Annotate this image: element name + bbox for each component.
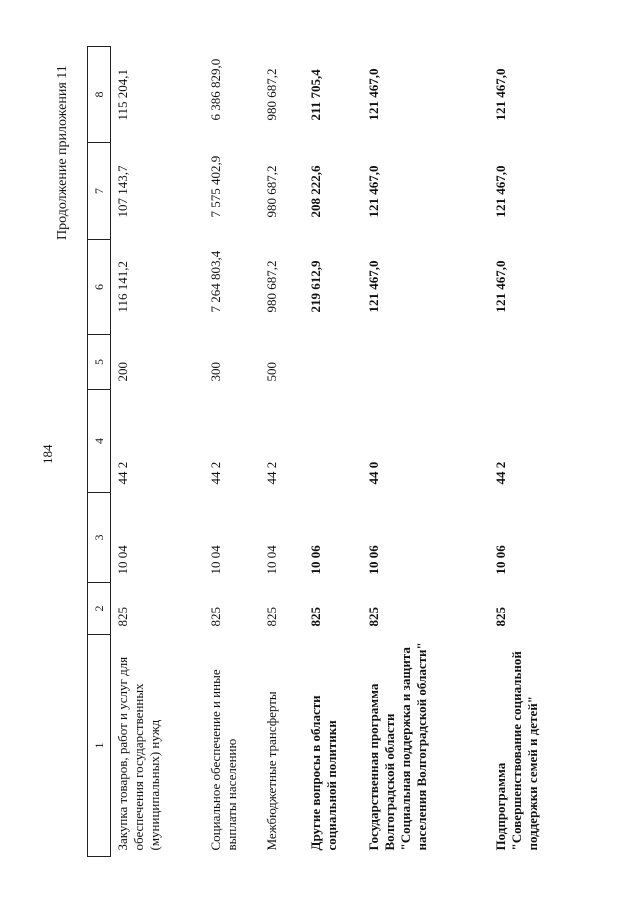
table-row xyxy=(304,47,362,857)
cell-col2: 825 xyxy=(207,607,223,627)
cell-col5: 200 xyxy=(115,362,130,382)
row-name: Подпрограмма "Совершенствование социальной поддержки семей и детей" xyxy=(492,651,540,851)
table-row xyxy=(260,47,304,857)
cell-col5 xyxy=(489,335,565,390)
cell-col6: 219 612,9 xyxy=(307,260,323,313)
cell-col5 xyxy=(362,335,489,390)
cell-col5 xyxy=(304,335,362,390)
col-header-8: 8 xyxy=(88,47,111,143)
cell-col3: 10 04 xyxy=(115,545,130,575)
cell-col4 xyxy=(304,390,362,493)
cell-col5: 500 xyxy=(263,362,279,382)
table-row xyxy=(362,47,489,857)
cell-col7: 107 143,7 xyxy=(115,165,130,218)
cell-col7: 121 467,0 xyxy=(365,165,381,218)
cell-col6: 116 141,2 xyxy=(115,260,130,313)
cell-col2: 825 xyxy=(307,607,323,627)
row-name: Закупка товаров, работ и услуг для обеспечения государственных (муниципальных) нужд xyxy=(115,656,162,851)
cell-col6: 980 687,2 xyxy=(263,260,279,313)
cell-col2: 825 xyxy=(492,607,508,627)
cell-col7: 121 467,0 xyxy=(492,165,508,218)
appendix-caption: Продолжение приложения 11 xyxy=(55,65,70,240)
cell-col3: 10 04 xyxy=(207,545,223,575)
cell-col8: 211 705,4 xyxy=(307,69,323,121)
header-row xyxy=(88,47,111,857)
page-number: 184 xyxy=(40,444,55,464)
cell-col3: 10 04 xyxy=(263,545,279,575)
cell-col8: 980 687,2 xyxy=(263,68,279,121)
col-header-7: 7 xyxy=(88,143,111,240)
cell-col5: 300 xyxy=(207,362,223,382)
col-header-4: 4 xyxy=(88,390,111,493)
cell-col4: 44 0 xyxy=(365,461,381,485)
cell-col8: 115 204,1 xyxy=(115,68,130,121)
cell-col3: 10 06 xyxy=(307,545,323,575)
col-header-5: 5 xyxy=(88,335,111,390)
cell-col4: 44 2 xyxy=(492,461,508,485)
cell-col8: 121 467,0 xyxy=(365,68,381,121)
col-header-3: 3 xyxy=(88,493,111,583)
cell-col3: 10 06 xyxy=(365,545,381,575)
cell-col3: 10 06 xyxy=(492,545,508,575)
budget-table xyxy=(87,46,565,857)
table-row xyxy=(489,47,565,857)
cell-col8: 6 386 829,0 xyxy=(207,58,223,121)
row-name: Государственная программа Волгоградской области "Социальная поддержка и защита населения Волгоградской области" xyxy=(365,642,429,851)
cell-col7: 980 687,2 xyxy=(263,165,279,218)
row-name: Другие вопросы в области социальной политики xyxy=(307,695,339,851)
row-name: Социальное обеспечение и иные выплаты населению xyxy=(207,669,239,851)
col-header-1: 1 xyxy=(88,635,111,857)
cell-col4: 44 2 xyxy=(115,461,130,485)
table-row xyxy=(111,47,204,857)
col-header-6: 6 xyxy=(88,240,111,335)
col-header-2: 2 xyxy=(88,583,111,635)
cell-col8: 121 467,0 xyxy=(492,68,508,121)
cell-col2: 825 xyxy=(365,607,381,627)
table-row xyxy=(204,47,260,857)
cell-col7: 7 575 402,9 xyxy=(207,155,223,218)
cell-col2: 825 xyxy=(115,607,130,627)
cell-col6: 121 467,0 xyxy=(365,260,381,313)
cell-col6: 121 467,0 xyxy=(492,260,508,313)
cell-col6: 7 264 803,4 xyxy=(207,250,223,313)
cell-col2: 825 xyxy=(263,607,279,627)
row-name: Межбюджетные трансферты xyxy=(263,691,279,851)
cell-col4: 44 2 xyxy=(263,461,279,485)
cell-col4: 44 2 xyxy=(207,461,223,485)
cell-col7: 208 222,6 xyxy=(307,165,323,218)
